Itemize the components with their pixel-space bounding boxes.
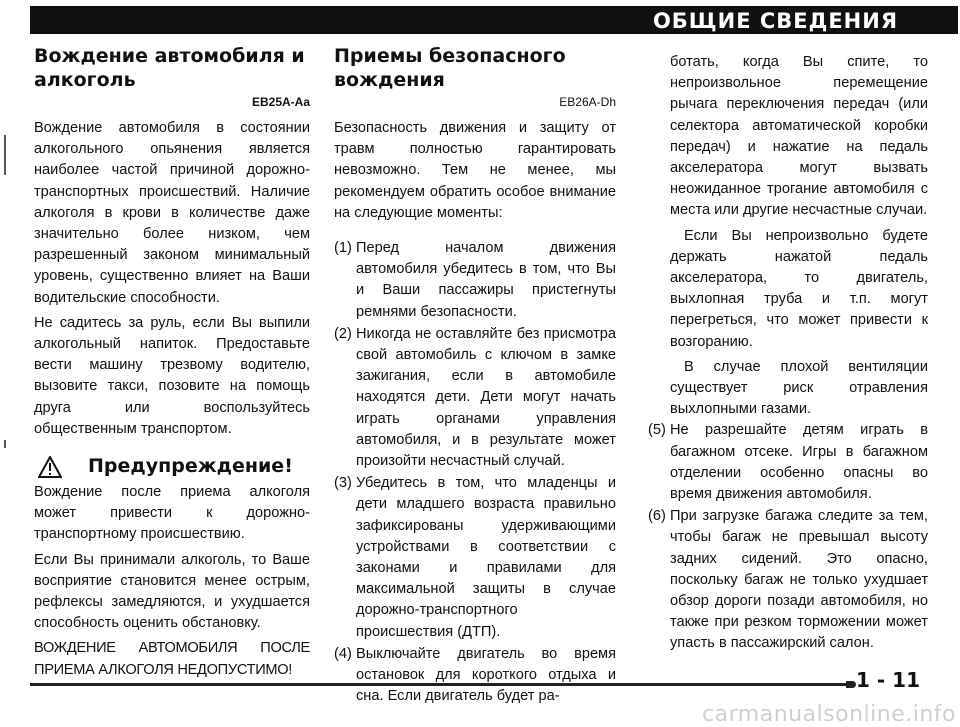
margin-mark bbox=[4, 135, 6, 175]
warning-triangle-icon bbox=[38, 456, 62, 478]
section-header-bar bbox=[30, 6, 958, 34]
safety-list bbox=[648, 420, 928, 654]
footer-rule bbox=[30, 683, 850, 686]
section-code: EB25A-Aa bbox=[251, 95, 310, 109]
page-number: 1 - 11 bbox=[856, 668, 920, 692]
safety-list bbox=[334, 238, 616, 707]
paragraph: В случае плохой вентиляции существует риск отравления выхлопными газами. bbox=[670, 358, 928, 418]
list-item: (4) Выключайте двигатель во время остановок для короткого отдыха и сна. Если двигатель будет ра- bbox=[334, 645, 616, 705]
section-title-alcohol: Вождение автомобиля и алкоголь bbox=[34, 45, 305, 91]
watermark: carmanualsonline.info bbox=[702, 702, 956, 727]
list-item: (2) Никогда не оставляйте без присмотра свой автомобиль с ключом в замке зажигания, если в автомобиле находятся дети. Дети могут начать играть органами управления автомобиля, и в результате может произойти несчастный случай. bbox=[334, 325, 616, 470]
warning-emphasis: ВОЖДЕНИЕ АВТОМОБИЛЯ ПОСЛЕ ПРИЕМА АЛКОГОЛЯ НЕДОПУСТИМО! bbox=[34, 640, 310, 678]
paragraph: Если Вы непроизвольно будете держать нажатой педаль акселератора, то двигатель, выхлопная труба и т.п. могут перегреться, что может привести к возгоранию. bbox=[670, 227, 928, 350]
section-code: EB26A-Dh bbox=[559, 95, 616, 109]
column-alcohol bbox=[34, 44, 310, 681]
warning-heading bbox=[34, 456, 310, 478]
margin-mark bbox=[4, 440, 6, 448]
paragraph: Вождение автомобиля в состоянии алкогольного опьянения является наиболее частой причиной дорожно-транспортных происшествий. Наличие алкоголя в крови в количестве даже значительно более низком, чем разрешенный законом минимальный уровень, существенно влияет на Ваши водительские способности. bbox=[34, 120, 310, 306]
column-continued bbox=[648, 52, 928, 655]
paragraph: ботать, когда Вы спите, то непроизвольное перемещение рычага переключения передач (или селектора автоматической коробки передач) и нажатие на педаль акселератора могут вызвать неожиданное трогание автомобиля с места или другие несчастные случаи. bbox=[670, 54, 928, 219]
list-item: (6) При загрузке багажа следите за тем, чтобы багаж не превышал высоту задних сидений. Это опасно, поскольку багаж не только ухудшает обзор дороги позади автомобиля, но также при резком торможении может упасть в пассажирский салон. bbox=[648, 508, 928, 652]
warning-text: Если Вы принимали алкоголь, то Ваше восприятие становится менее острым, рефлексы замедляются, и ухудшается способность оценить обстановку. bbox=[34, 551, 310, 632]
warning-title: Предупреждение! bbox=[88, 455, 293, 478]
column-safe-driving bbox=[334, 44, 616, 707]
list-item: (3) Убедитесь в том, что младенцы и дети младшего возраста правильно зафиксированы удерживающими устройствами в соответствии с законами и правилами для максимальной защиты в случае дорожно-транспортного происшествия (ДТП). bbox=[334, 475, 616, 640]
warning-text: Вождение после приема алкоголя может привести к дорожно-транспортному происшествию. bbox=[34, 484, 310, 543]
section-title-safe-driving: Приемы безопасного вождения bbox=[334, 45, 566, 91]
section-header-title: ОБЩИЕ СВЕДЕНИЯ bbox=[652, 9, 898, 33]
paragraph: Безопасность движения и защиту от травм полностью гарантировать невозможно. Тем не менее, мы рекомендуем обратить особое внимание на следующие моменты: bbox=[334, 120, 616, 221]
list-item: (1) Перед началом движения автомобиля убедитесь в том, что Вы и Ваши пассажиры пристегнуты ремнями безопасности. bbox=[334, 240, 616, 320]
list-item: (5) Не разрешайте детям играть в багажном отсеке. Игры в багажном отделении особенно опасны во время движения автомобиля. bbox=[648, 422, 928, 503]
paragraph: Не садитесь за руль, если Вы выпили алкогольный напиток. Предоставьте вести машину трезвому водителю, вызовите такси, позовите на помощь друга или воспользуйтесь общественным транспортом. bbox=[34, 314, 310, 437]
